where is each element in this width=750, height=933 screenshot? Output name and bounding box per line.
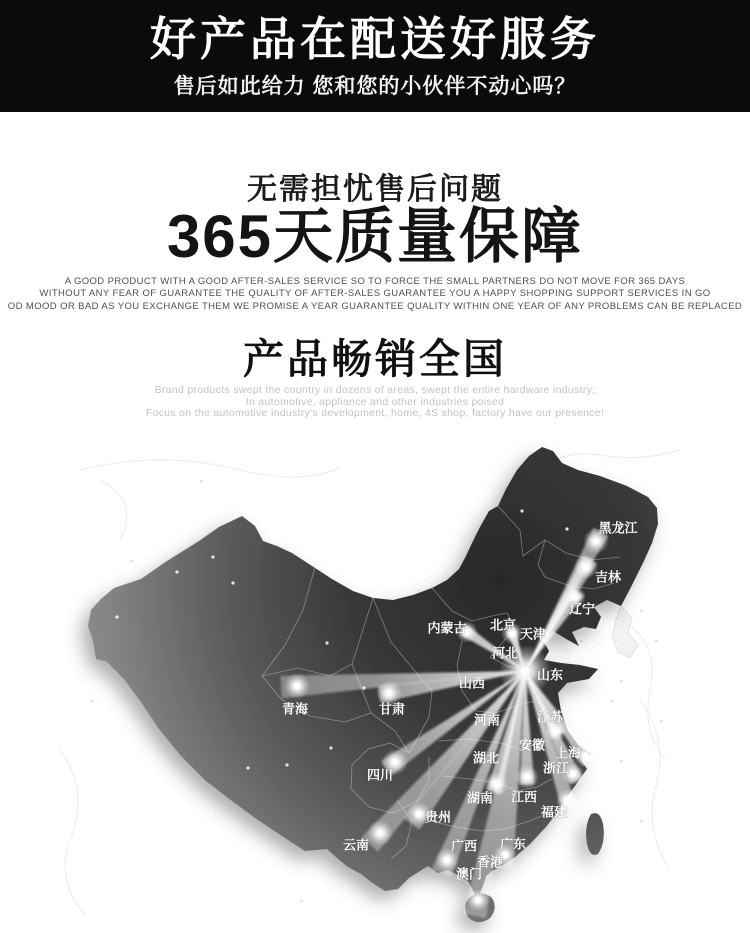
province-label-liaoning: 辽宁	[568, 601, 596, 617]
province-label-shanghai: 上海	[554, 745, 582, 761]
province-label-sichuan: 四川	[366, 767, 394, 783]
province-label-xianggang: 香港	[476, 854, 504, 870]
province-label-jiangxi: 江西	[510, 789, 538, 805]
dot-core-jiangxi	[524, 774, 530, 780]
background-squiggle	[60, 750, 85, 915]
background-squiggle	[80, 460, 340, 477]
province-label-shanxi: 山西	[458, 675, 486, 691]
nationwide-subtext-line-3: Focus on the automotive industry's development, home, 4S shop, factory have our presence!	[145, 407, 605, 420]
nationwide-subtext-line-1: Brand products swept the country in dozens of areas, swept the entire hardware industry;	[154, 384, 596, 396]
province-label-henan: 河南	[473, 712, 501, 728]
dot-core-zhejiang	[570, 771, 576, 777]
china-map-svg	[0, 425, 750, 933]
province-label-jiangsu: 江苏	[536, 709, 564, 725]
province-label-hebei: 河北	[491, 645, 519, 661]
dot-core-jilin	[583, 564, 589, 570]
nationwide-subtext-line-2: In automotive, appliance and other industries poised	[245, 395, 505, 408]
city-dot-4	[362, 686, 365, 689]
dot-core-sichuan	[392, 759, 398, 765]
province-label-qinghai: 青海	[281, 701, 309, 717]
dot-core-guizhou	[416, 811, 422, 817]
province-label-jilin: 吉林	[594, 569, 622, 585]
province-label-yunnan: 云南	[342, 837, 370, 853]
city-dot-6	[565, 527, 568, 530]
origin-core	[521, 667, 530, 676]
dot-core-gansu	[386, 690, 392, 696]
guarantee-fineprint-line-2: WITHOUT ANY FEAR OF GUARANTEE THE QUALITY OF AFTER-SALES GUARANTEE YOU A HAPPY SHOPPING SUPPORT SERVICES IN GO	[39, 288, 711, 300]
background-squiggle	[640, 700, 670, 870]
province-label-hunan: 湖南	[466, 790, 494, 806]
guarantee-headline: 365天质量保障	[166, 203, 584, 270]
province-label-tianjin: 天津	[519, 626, 547, 642]
dot-core-liaoning	[572, 594, 578, 600]
china-map	[0, 425, 750, 933]
city-dot-11	[433, 558, 436, 561]
city-dot-2	[231, 581, 234, 584]
korea-peninsula-outline	[612, 606, 638, 658]
background-squiggle	[100, 480, 127, 540]
city-dot-10	[325, 641, 328, 644]
guarantee-fineprint-line-3: OD MOOD OR BAD AS YOU EXCHANGE THEM WE PROMISE A YEAR GUARANTEE QUALITY WITHIN ONE YEAR OF ANY PROBLEMS CAN BE REPLACED	[7, 300, 743, 312]
province-label-fujian: 福建	[540, 804, 568, 820]
city-dot-8	[285, 763, 288, 766]
city-dot-9	[246, 766, 249, 769]
dot-core-hunan	[493, 781, 499, 787]
guarantee-fineprint	[0, 276, 750, 313]
province-label-aomen: 澳门	[455, 866, 483, 882]
nationwide-subtext	[0, 385, 750, 420]
dot-core-qinghai	[294, 683, 300, 689]
dot-core-heilongjiang	[593, 538, 599, 544]
province-label-guangdong: 广东	[499, 836, 527, 852]
banner-title: 好产品在配送好服务	[150, 13, 600, 65]
province-label-zhejiang: 浙江	[542, 760, 570, 776]
province-label-shandong: 山东	[536, 667, 564, 683]
province-label-gansu: 甘肃	[378, 701, 406, 717]
taiwan-island	[586, 813, 604, 855]
dot-core-guangxi	[444, 857, 450, 863]
province-label-anhui: 安徽	[518, 737, 546, 753]
city-dot-7	[329, 746, 332, 749]
guarantee-kicker: 无需担忧售后问题	[247, 173, 503, 206]
province-label-heilongjiang: 黑龙江	[598, 520, 638, 536]
guarantee-fineprint-line-1: A GOOD PRODUCT WITH A GOOD AFTER-SALES SERVICE SO TO FORCE THE SMALL PARTNERS DO NOT MOVE FOR 365 DAYS	[64, 276, 686, 287]
province-label-guangxi: 广西	[450, 838, 478, 854]
dot-core-yunnan	[377, 830, 383, 836]
province-label-neimenggu: 内蒙古	[427, 620, 467, 636]
province-label-hubei: 湖北	[472, 750, 500, 766]
dot-core-extra-0	[475, 897, 481, 903]
city-dot-1	[175, 570, 178, 573]
banner-subtitle: 售后如此给力 您和您的小伙伴不动心吗？	[173, 75, 577, 98]
city-dot-0	[211, 555, 214, 558]
banner	[0, 0, 750, 112]
nationwide-headline: 产品畅销全国	[243, 336, 507, 382]
province-label-guizhou: 贵州	[424, 809, 452, 825]
city-dot-3	[115, 615, 118, 618]
city-dot-5	[520, 509, 523, 512]
dot-core-fujian	[564, 797, 570, 803]
dot-core-shanghai	[582, 753, 588, 759]
dot-core-jiangsu	[553, 728, 559, 734]
province-label-beijing: 北京	[489, 617, 517, 633]
